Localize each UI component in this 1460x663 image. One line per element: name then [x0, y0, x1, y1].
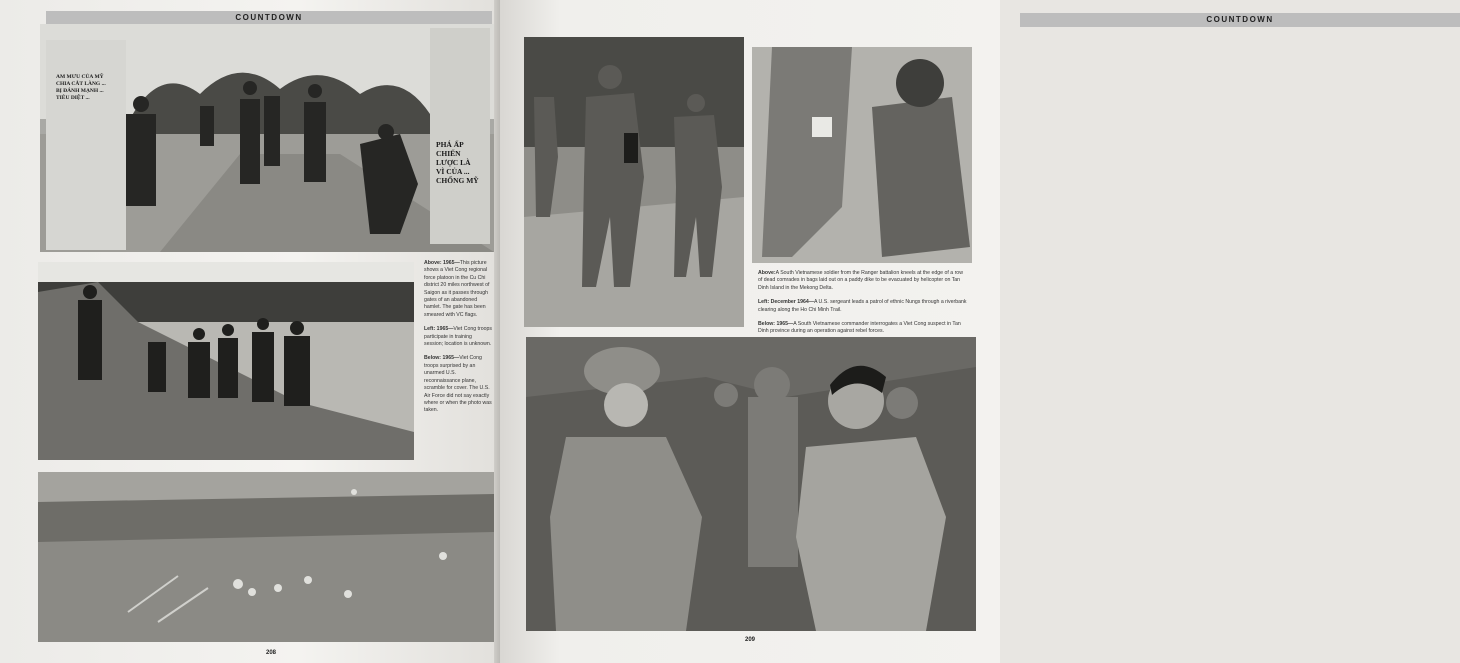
caption-below-left: Below: 1965—Viet Cong troops surprised by an unarmed U.S. reconnaissance plane, scramble for cover. The U.S. Air Force did not say exactly where or when the photo was taken. [424, 355, 492, 414]
right-captions [758, 270, 968, 343]
left-page [0, 0, 498, 663]
right-page [500, 0, 1274, 663]
gate-slogan-right: PHÁ ẤP CHIẾN LƯỢC LÀ VÌ CỦA ... CHỐNG MỸ [436, 140, 479, 185]
left-captions [424, 260, 492, 422]
gate-slogan-left: AM MƯU CỦA MỸ CHIA CẮT LÀNG ... BỊ ĐÁNH MẠNH ... TIÊU DIỆT ... [56, 74, 106, 101]
caption-above-right: Above:A South Vietnamese soldier from the Ranger battalion kneels at the edge of a row of dead comrades in bags laid out on a paddy dike to be evacuated by helicopter on Tan Dinh Island in the Mekong Delta. [758, 270, 963, 291]
caption-left-left: Left: 1965—Viet Cong troops participate in training session; location is unknown. [424, 326, 492, 348]
page-number-left: 208 [266, 650, 277, 656]
photo-vc-training-session [38, 262, 414, 460]
photo-vc-scramble-aerial [38, 472, 494, 642]
page-number-right: 209 [745, 637, 756, 643]
caption-below-right: Below: 1965—A South Vietnamese commander interrogates a Viet Cong suspect in Tan Dinh province during an operation against rebel forces. [758, 321, 961, 335]
caption-above-left: Above: 1965—This picture shows a Viet Cong regional force platoon in the Cu Chi district 20 miles northwest of Saigon as it passes through gates of an abandoned hamlet. The gate has been smeared with VC flags. [424, 260, 490, 318]
caption-left-right: Left: December 1964—A U.S. sergeant leads a patrol of ethnic Nungs through a riverbank clearing along the Ho Chi Minh Trail. [758, 299, 967, 313]
photo-interrogation [526, 337, 976, 631]
photo-ranger-kneeling [752, 47, 972, 263]
photo-vc-platoon-hamlet-gate [40, 24, 494, 252]
photo-sergeant-patrol [524, 37, 744, 327]
running-header-right: COUNTDOWN [1020, 13, 1460, 27]
running-header-left: COUNTDOWN [46, 11, 492, 25]
